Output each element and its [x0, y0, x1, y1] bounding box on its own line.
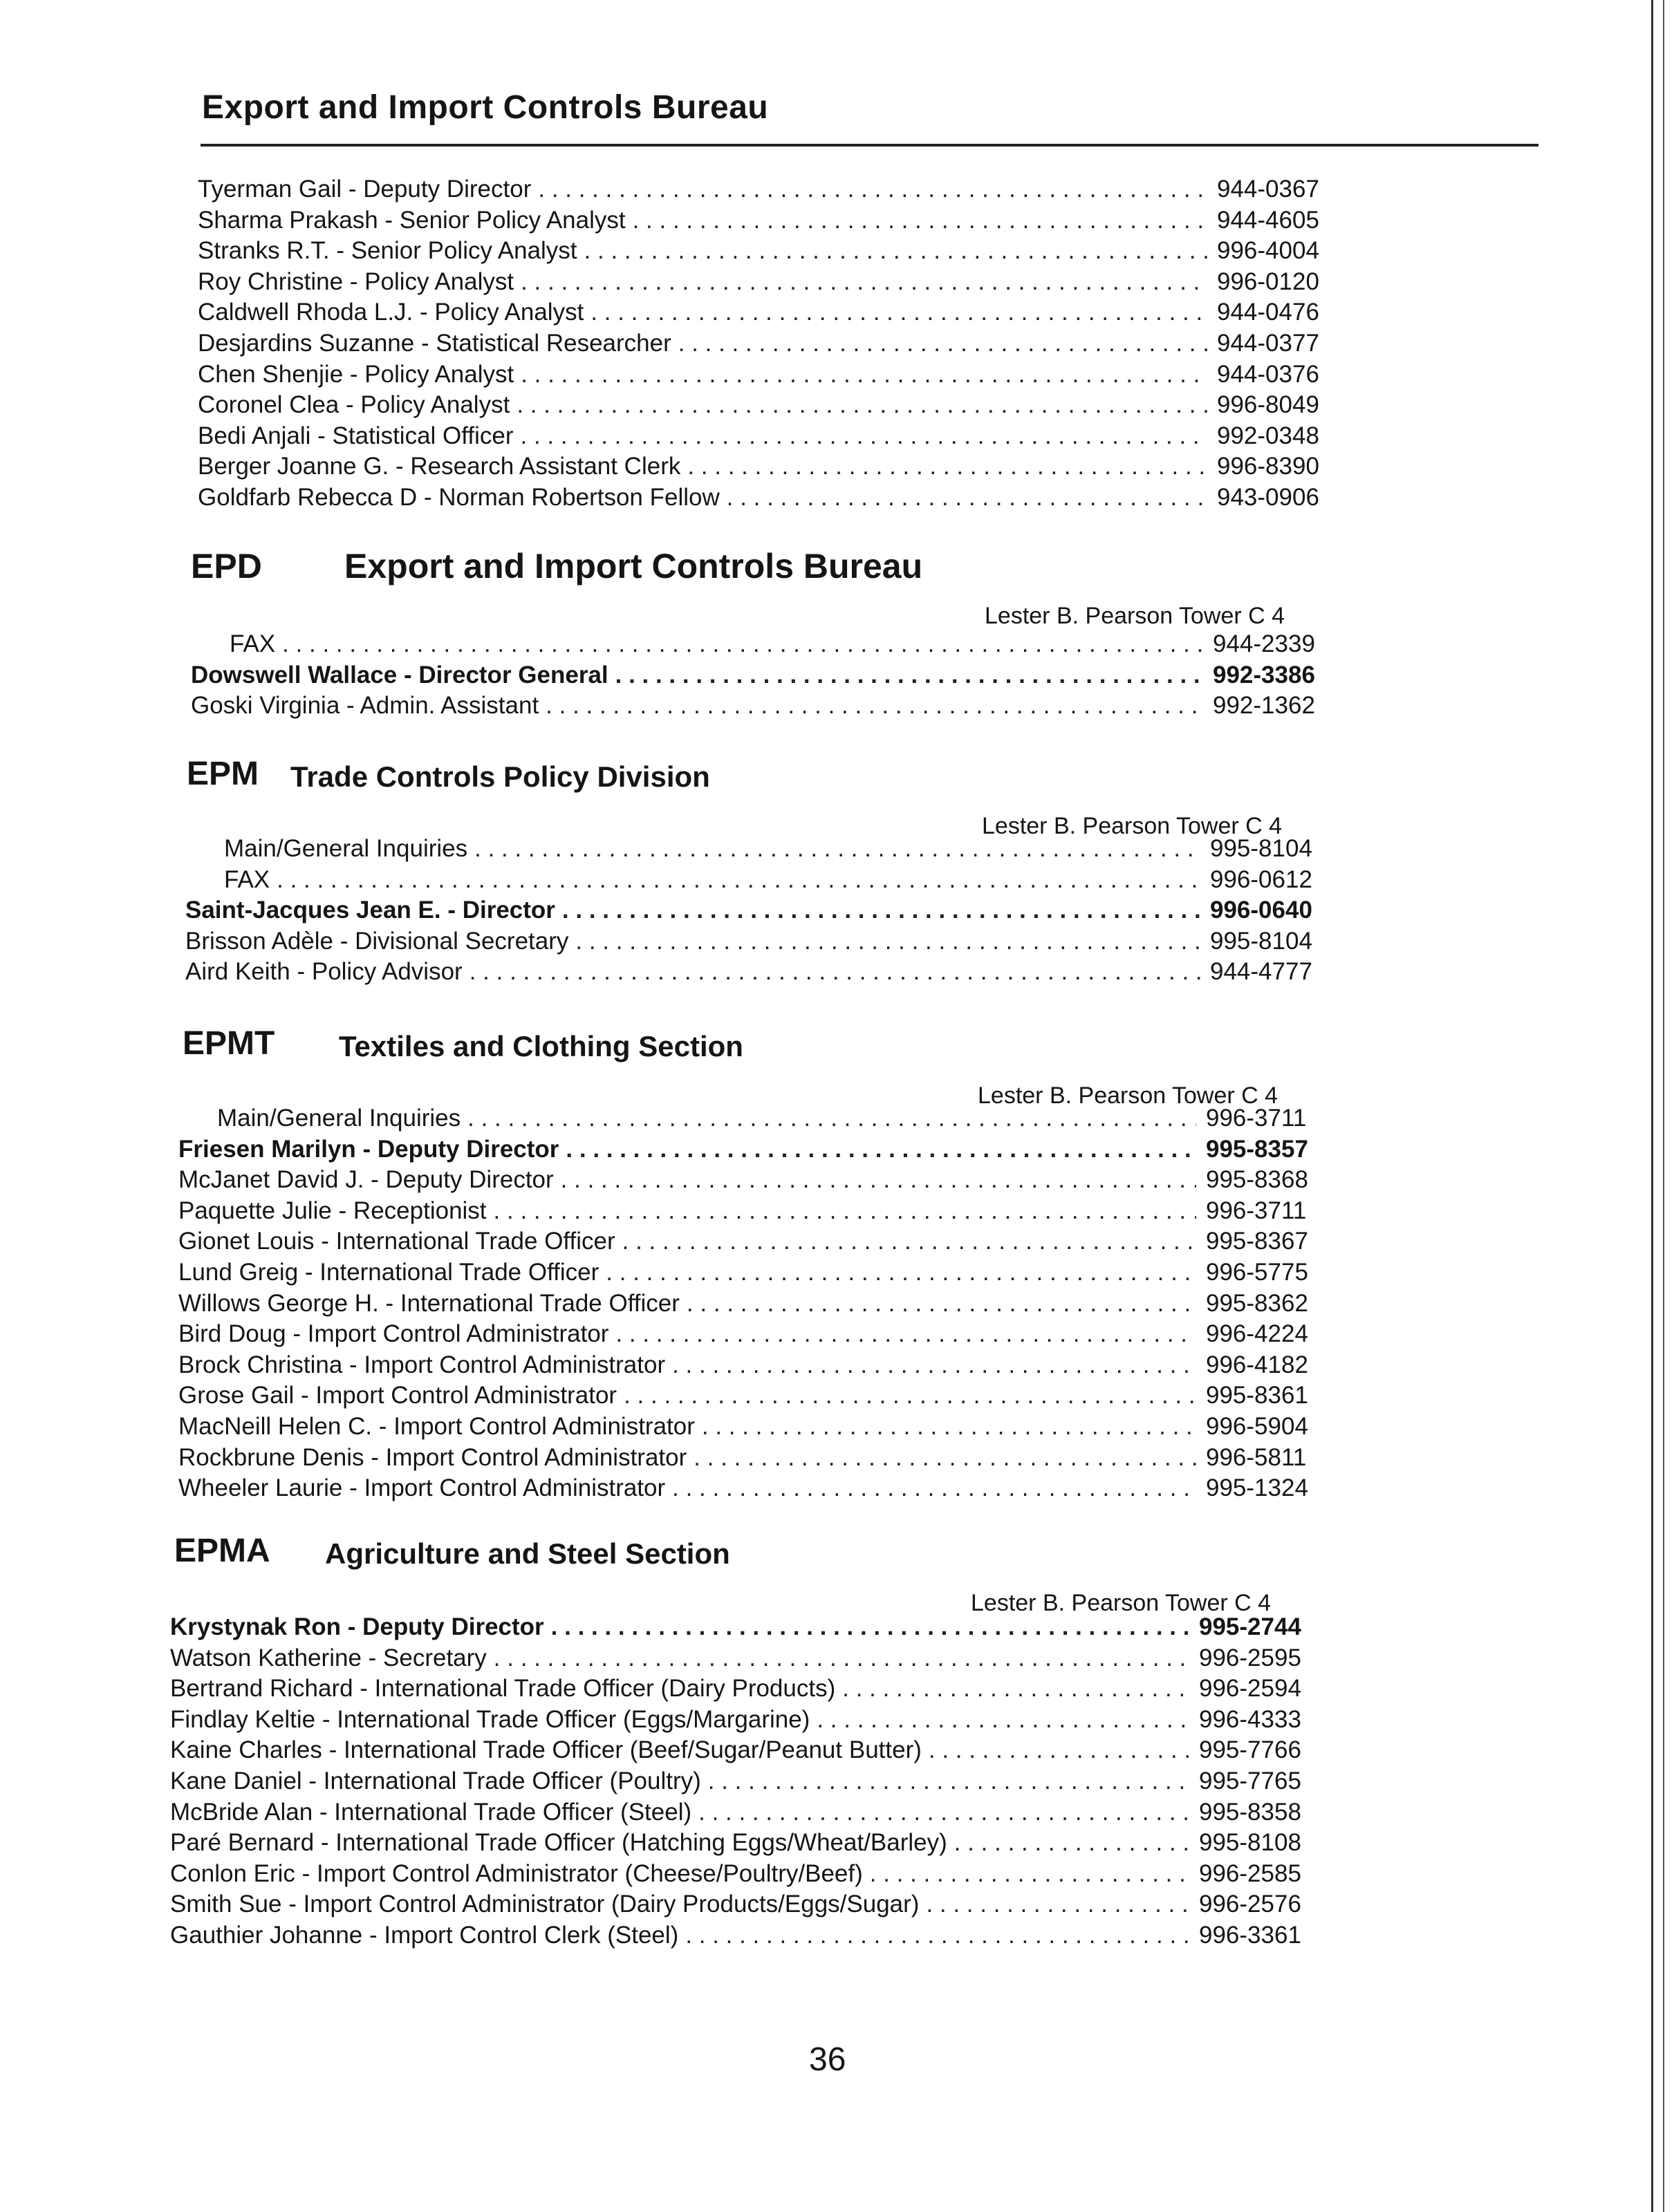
entry-name: Krystynak Ron - Deputy Director	[170, 1613, 544, 1640]
entry-phone: 995-8104	[1210, 835, 1312, 862]
entry-name: MacNeill Helen C. - Import Control Administrator	[178, 1413, 695, 1440]
dot-leader	[615, 1320, 1196, 1348]
entry-name: Dowswell Wallace - Director General	[191, 662, 608, 688]
dot-leader	[521, 361, 1207, 388]
directory-entry	[178, 1444, 1327, 1474]
section-title: Export and Import Controls Bureau	[344, 547, 923, 585]
directory-entry	[178, 1290, 1327, 1320]
entry-phone: 996-5904	[1206, 1413, 1308, 1440]
entry-name: Caldwell Rhoda L.J. - Policy Analyst	[198, 299, 584, 326]
directory-entry	[185, 866, 1331, 897]
directory-entry	[170, 1768, 1320, 1798]
directory-entry	[170, 1736, 1320, 1767]
entry-phone: 995-8108	[1199, 1829, 1301, 1856]
entry-phone: 944-0377	[1217, 330, 1319, 357]
directory-entry	[170, 1922, 1320, 1952]
dot-leader	[521, 422, 1208, 450]
directory-entry	[170, 1706, 1320, 1736]
entry-phone: 996-0612	[1210, 866, 1312, 893]
directory-entry	[178, 1474, 1327, 1505]
entry-phone: 995-8358	[1199, 1799, 1301, 1826]
directory-entry	[185, 835, 1331, 865]
entry-name: Tyerman Gail - Deputy Director	[198, 176, 532, 203]
entry-phone: 995-7765	[1199, 1768, 1301, 1794]
directory-entry	[198, 330, 1338, 360]
entry-name: FAX	[224, 866, 270, 893]
entry-phone: 992-3386	[1213, 662, 1315, 688]
dot-leader	[926, 1891, 1189, 1918]
entry-phone: 944-4777	[1210, 958, 1312, 985]
directory-entry	[191, 630, 1334, 661]
directory-entry	[178, 1228, 1327, 1258]
dot-leader	[727, 484, 1207, 512]
entry-name: Watson Katherine - Secretary	[170, 1644, 487, 1671]
entry-name: Willows George H. - International Trade Officer	[178, 1290, 680, 1317]
section-title: Agriculture and Steel Section	[325, 1537, 730, 1570]
entry-phone: 995-1324	[1206, 1474, 1308, 1501]
directory-entry	[198, 484, 1338, 514]
directory-entry	[198, 299, 1338, 329]
entry-name: Bird Doug - Import Control Administrator	[178, 1320, 609, 1347]
entry-phone: 996-3711	[1206, 1105, 1307, 1132]
dot-leader	[606, 1259, 1196, 1286]
entry-name: Kaine Charles - International Trade Officer (Beef/Sugar/Peanut Butter)	[170, 1736, 922, 1763]
dot-leader	[633, 207, 1207, 234]
dot-leader	[708, 1768, 1189, 1795]
entry-phone: 944-0367	[1217, 176, 1319, 203]
entry-phone: 996-2595	[1199, 1644, 1301, 1671]
entry-name: Chen Shenjie - Policy Analyst	[198, 361, 514, 388]
entry-phone: 996-2576	[1199, 1891, 1301, 1918]
directory-entry	[198, 207, 1338, 237]
directory-entry	[178, 1413, 1327, 1443]
section-location: Lester B. Pearson Tower C 4	[971, 1590, 1272, 1616]
entry-name: Grose Gail - Import Control Administrator	[178, 1382, 617, 1409]
entry-name: Brock Christina - Import Control Administrator	[178, 1351, 666, 1378]
entry-name: Friesen Marilyn - Deputy Director	[178, 1136, 559, 1163]
dot-leader	[517, 391, 1207, 419]
directory-entry	[170, 1891, 1320, 1921]
dot-leader	[538, 176, 1207, 203]
entry-name: Bedi Anjali - Statistical Officer	[198, 422, 514, 449]
directory-entry	[185, 928, 1331, 958]
entry-phone: 944-0476	[1217, 299, 1319, 326]
directory-entry	[191, 692, 1334, 722]
entry-phone: 995-8357	[1206, 1136, 1308, 1163]
dot-leader	[277, 866, 1200, 894]
directory-entry	[178, 1197, 1327, 1228]
dot-leader	[698, 1799, 1189, 1826]
dot-leader	[672, 1474, 1196, 1502]
dot-leader	[622, 1228, 1196, 1255]
section-code: EPMT	[183, 1025, 275, 1062]
entry-name: FAX	[230, 630, 276, 657]
entry-phone: 992-0348	[1217, 422, 1319, 449]
page-number: 36	[809, 2041, 846, 2078]
directory-entry	[170, 1829, 1320, 1859]
directory-entry	[198, 361, 1338, 391]
directory-entry	[198, 391, 1338, 422]
entry-name: Goldfarb Rebecca D - Norman Robertson Fellow	[198, 484, 720, 511]
directory-entry	[198, 237, 1338, 268]
entry-name: Gionet Louis - International Trade Officer	[178, 1228, 615, 1255]
directory-entry	[170, 1613, 1320, 1644]
entry-name: McJanet David J. - Deputy Director	[178, 1166, 554, 1193]
directory-entry	[170, 1860, 1320, 1891]
dot-leader	[842, 1675, 1189, 1703]
entry-name: Coronel Clea - Policy Analyst	[198, 391, 510, 418]
section-location: Lester B. Pearson Tower C 4	[985, 603, 1285, 629]
section-title: Textiles and Clothing Section	[339, 1030, 743, 1062]
entry-phone: 944-2339	[1213, 630, 1315, 657]
entry-name: Paré Bernard - International Trade Officer (Hatching Eggs/Wheat/Barley)	[170, 1829, 947, 1856]
entry-name: Saint-Jacques Jean E. - Director	[185, 897, 555, 924]
entry-name: Smith Sue - Import Control Administrator (Dairy Products/Eggs/Sugar)	[170, 1891, 920, 1918]
directory-entry	[178, 1105, 1327, 1135]
directory-entry	[198, 268, 1338, 299]
entry-phone: 995-2744	[1199, 1613, 1301, 1640]
directory-entry	[191, 662, 1334, 692]
entry-phone: 996-3711	[1206, 1197, 1307, 1224]
entry-phone: 992-1362	[1213, 692, 1315, 719]
directory-entry	[178, 1351, 1327, 1382]
directory-entry	[198, 422, 1338, 453]
entry-phone: 996-3361	[1199, 1922, 1301, 1949]
entry-name: Desjardins Suzanne - Statistical Researcher	[198, 330, 671, 357]
entry-phone: 996-5811	[1206, 1444, 1307, 1471]
entry-phone: 995-7766	[1199, 1736, 1301, 1763]
dot-leader	[551, 1613, 1189, 1641]
directory-entry	[178, 1320, 1327, 1351]
dot-leader	[590, 299, 1207, 326]
entry-name: Main/General Inquiries	[217, 1105, 461, 1132]
dot-leader	[624, 1382, 1196, 1409]
dot-leader	[954, 1829, 1189, 1857]
entry-name: Sharma Prakash - Senior Policy Analyst	[198, 207, 626, 234]
section-code: EPMA	[174, 1533, 270, 1569]
directory-entry	[198, 453, 1338, 483]
dot-leader	[929, 1736, 1189, 1764]
directory-entry	[185, 958, 1331, 988]
entry-phone: 995-8362	[1206, 1290, 1308, 1317]
entry-phone: 996-4182	[1206, 1351, 1308, 1378]
entry-name: Kane Daniel - International Trade Officer (Poultry)	[170, 1768, 701, 1794]
directory-entry	[178, 1259, 1327, 1289]
entry-name: Findlay Keltie - International Trade Officer (Eggs/Margarine)	[170, 1706, 810, 1733]
entry-name: Aird Keith - Policy Advisor	[185, 958, 463, 985]
dot-leader	[678, 330, 1207, 357]
dot-leader	[562, 897, 1200, 924]
directory-entry	[170, 1675, 1320, 1705]
dot-leader	[870, 1860, 1189, 1888]
dot-leader	[521, 268, 1207, 296]
entry-phone: 995-8367	[1206, 1228, 1308, 1255]
section-code: EPD	[191, 547, 262, 585]
page-edge-line-outer	[1663, 0, 1664, 2212]
entry-phone: 996-0120	[1217, 268, 1319, 295]
entry-name: Wheeler Laurie - Import Control Administrator	[178, 1474, 666, 1501]
dot-leader	[694, 1444, 1196, 1472]
dot-leader	[566, 1136, 1196, 1163]
dot-leader	[687, 453, 1207, 480]
section-code: EPM	[187, 756, 259, 792]
dot-leader	[494, 1644, 1189, 1672]
dot-leader	[561, 1166, 1196, 1194]
dot-leader	[584, 237, 1207, 265]
directory-entry	[178, 1382, 1327, 1412]
section-title: Trade Controls Policy Division	[290, 760, 710, 793]
entry-phone: 995-8104	[1210, 928, 1312, 955]
dot-leader	[575, 928, 1200, 955]
dot-leader	[672, 1351, 1196, 1379]
entry-phone: 943-0906	[1217, 484, 1319, 511]
page-title: Export and Import Controls Bureau	[202, 89, 769, 126]
directory-entry	[185, 897, 1331, 927]
entry-phone: 996-2585	[1199, 1860, 1301, 1887]
entry-name: Paquette Julie - Receptionist	[178, 1197, 487, 1224]
entry-phone: 996-4333	[1199, 1706, 1301, 1733]
entry-phone: 995-8361	[1206, 1382, 1308, 1409]
dot-leader	[687, 1290, 1196, 1318]
dot-leader	[817, 1706, 1189, 1734]
directory-entry	[198, 176, 1338, 206]
directory-entry	[178, 1136, 1327, 1166]
entry-name: Brisson Adèle - Divisional Secretary	[185, 928, 569, 955]
dot-leader	[702, 1413, 1196, 1441]
entry-name: Lund Greig - International Trade Officer	[178, 1259, 599, 1286]
directory-entry	[170, 1799, 1320, 1829]
entry-name: Goski Virginia - Admin. Assistant	[191, 692, 539, 719]
entry-phone: 996-8049	[1217, 391, 1319, 418]
dot-leader	[282, 630, 1203, 658]
dot-leader	[685, 1922, 1189, 1949]
directory-entry	[170, 1644, 1320, 1675]
entry-phone: 996-4004	[1217, 237, 1319, 264]
entry-name: Roy Christine - Policy Analyst	[198, 268, 514, 295]
title-underline	[201, 144, 1538, 147]
dot-leader	[615, 662, 1203, 689]
section-location: Lester B. Pearson Tower C 4	[978, 1082, 1278, 1109]
dot-leader	[546, 692, 1203, 720]
entry-name: Berger Joanne G. - Research Assistant Clerk	[198, 453, 681, 480]
entry-name: McBride Alan - International Trade Officer (Steel)	[170, 1799, 692, 1826]
dot-leader	[467, 1105, 1196, 1132]
entry-name: Conlon Eric - Import Control Administrator (Cheese/Poultry/Beef)	[170, 1860, 863, 1887]
entry-phone: 944-4605	[1217, 207, 1319, 234]
entry-name: Gauthier Johanne - Import Control Clerk (Steel)	[170, 1922, 679, 1949]
entry-name: Stranks R.T. - Senior Policy Analyst	[198, 237, 577, 264]
entry-phone: 996-0640	[1210, 897, 1312, 924]
entry-phone: 996-5775	[1206, 1259, 1308, 1286]
dot-leader	[474, 835, 1200, 863]
entry-name: Rockbrune Denis - Import Control Administrator	[178, 1444, 687, 1471]
section-location: Lester B. Pearson Tower C 4	[982, 813, 1283, 839]
entry-phone: 944-0376	[1217, 361, 1319, 388]
page-edge-line	[1651, 0, 1653, 2212]
entry-name: Bertrand Richard - International Trade Officer (Dairy Products)	[170, 1675, 836, 1702]
entry-phone: 996-4224	[1206, 1320, 1308, 1347]
entry-phone: 995-8368	[1206, 1166, 1308, 1193]
entry-phone: 996-2594	[1199, 1675, 1301, 1702]
dot-leader	[494, 1197, 1196, 1225]
entry-name: Main/General Inquiries	[224, 835, 468, 862]
dot-leader	[469, 958, 1200, 986]
entry-phone: 996-8390	[1217, 453, 1319, 480]
directory-entry	[178, 1166, 1327, 1197]
